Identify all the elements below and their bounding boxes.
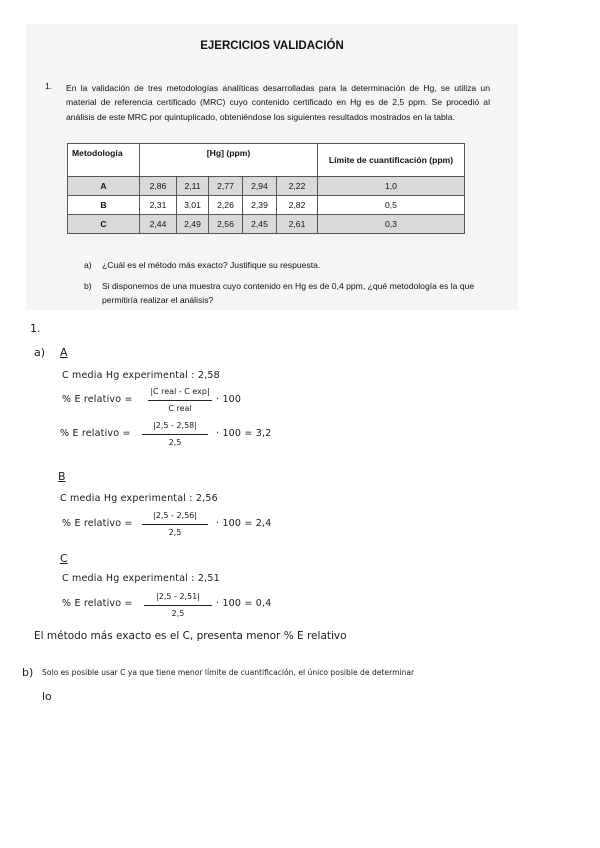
hw-c-mean: C media Hg experimental : 2,51 xyxy=(62,573,220,584)
table-header-row xyxy=(68,144,465,177)
hw-number: 1. xyxy=(30,322,41,335)
hw-a-calc-den: 2,5 xyxy=(168,438,182,447)
cell: 2,26 xyxy=(209,196,243,215)
question-b-label: b) xyxy=(84,281,92,291)
hw-b-calc-num: |2,5 - 2,56| xyxy=(153,511,197,520)
hw-a-calc-num: |2,5 - 2,58| xyxy=(153,421,197,430)
hw-a-formula-rhs: · 100 xyxy=(216,394,242,405)
hw-b-mean: C media Hg experimental : 2,56 xyxy=(60,493,218,504)
row-method: C xyxy=(68,215,140,234)
cell-limit: 0,3 xyxy=(318,215,465,234)
question-a-label: a) xyxy=(84,260,92,270)
header-methodology: Metodología xyxy=(68,144,140,177)
cell: 2,61 xyxy=(277,215,318,234)
table-row xyxy=(68,196,465,215)
fraction-line xyxy=(142,524,208,525)
results-table xyxy=(67,143,465,234)
cell: 2,94 xyxy=(243,177,277,196)
cell: 2,22 xyxy=(277,177,318,196)
hw-conclusion-a: El método más exacto es el C, presenta menor % E relativo xyxy=(34,630,347,642)
hw-method-c-label: C xyxy=(60,552,68,565)
cell: 2,45 xyxy=(243,215,277,234)
hw-c-calc-num: |2,5 - 2,51| xyxy=(156,592,200,601)
cell: 2,82 xyxy=(277,196,318,215)
cell: 2,31 xyxy=(140,196,177,215)
hw-method-a-label: A xyxy=(60,346,68,359)
cell-limit: 1,0 xyxy=(318,177,465,196)
hw-answer-b-line2: lo xyxy=(42,690,52,703)
hw-c-calc-den: 2,5 xyxy=(171,609,185,618)
header-limit: Límite de cuantificación (ppm) xyxy=(318,144,465,177)
hw-c-calc-lhs: % E relativo = xyxy=(62,598,133,609)
hw-a-formula-lhs: % E relativo = xyxy=(62,394,133,405)
hw-a-formula-num: |C real - C exp| xyxy=(150,387,210,396)
cell: 2,39 xyxy=(243,196,277,215)
hw-method-b-label: B xyxy=(58,470,66,483)
cell: 2,49 xyxy=(177,215,209,234)
hw-a-formula-den: C real xyxy=(168,404,192,413)
row-method: B xyxy=(68,196,140,215)
cell: 2,56 xyxy=(209,215,243,234)
hw-a-calc-lhs: % E relativo = xyxy=(60,428,131,439)
hw-c-calc-rhs: · 100 = 0,4 xyxy=(216,598,272,609)
hw-a-calc-rhs: · 100 = 3,2 xyxy=(216,428,272,439)
page-title: EJERCICIOS VALIDACIÓN xyxy=(200,40,344,52)
header-hg-ppm: [Hg] (ppm) xyxy=(140,144,318,177)
cell: 2,11 xyxy=(177,177,209,196)
hw-b-calc-den: 2,5 xyxy=(168,528,182,537)
hw-answer-b-line1: Solo es posible usar C ya que tiene menor límite de cuantificación, el único posible de determinar xyxy=(42,668,415,677)
row-method: A xyxy=(68,177,140,196)
question-b: Si disponemos de una muestra cuyo contenido en Hg es de 0,4 ppm, ¿qué metodología es la que permitiría realizar el análisis? xyxy=(102,281,475,305)
hw-b-calc-lhs: % E relativo = xyxy=(62,518,133,529)
question-number: 1. xyxy=(45,81,53,91)
hw-a-mean: C media Hg experimental : 2,58 xyxy=(62,370,220,381)
cell: 2,86 xyxy=(140,177,177,196)
cell: 2,44 xyxy=(140,215,177,234)
fraction-line xyxy=(142,434,208,435)
question-a: ¿Cuál es el método más exacto? Justifique su respuesta. xyxy=(102,260,321,270)
table-row xyxy=(68,215,465,234)
cell: 3,01 xyxy=(177,196,209,215)
hw-b-label: b) xyxy=(22,666,34,679)
fraction-line xyxy=(144,605,212,606)
question-intro: En la validación de tres metodologías analíticas desarrolladas para la determinación de Hg, se utiliza un material de referencia certificado (MRC) cuyo contenido certificado en Hg es de 2,5 ppm. Se procedió al análisis de este MRC por quintuplicado, obteniéndose los siguientes resultados mostrados en la tabla. xyxy=(66,83,490,122)
printed-exercise-sheet xyxy=(26,24,518,310)
cell: 2,77 xyxy=(209,177,243,196)
cell-limit: 0,5 xyxy=(318,196,465,215)
hw-a-label: a) xyxy=(34,346,46,359)
table-row xyxy=(68,177,465,196)
fraction-line xyxy=(148,400,212,401)
hw-b-calc-rhs: · 100 = 2,4 xyxy=(216,518,272,529)
